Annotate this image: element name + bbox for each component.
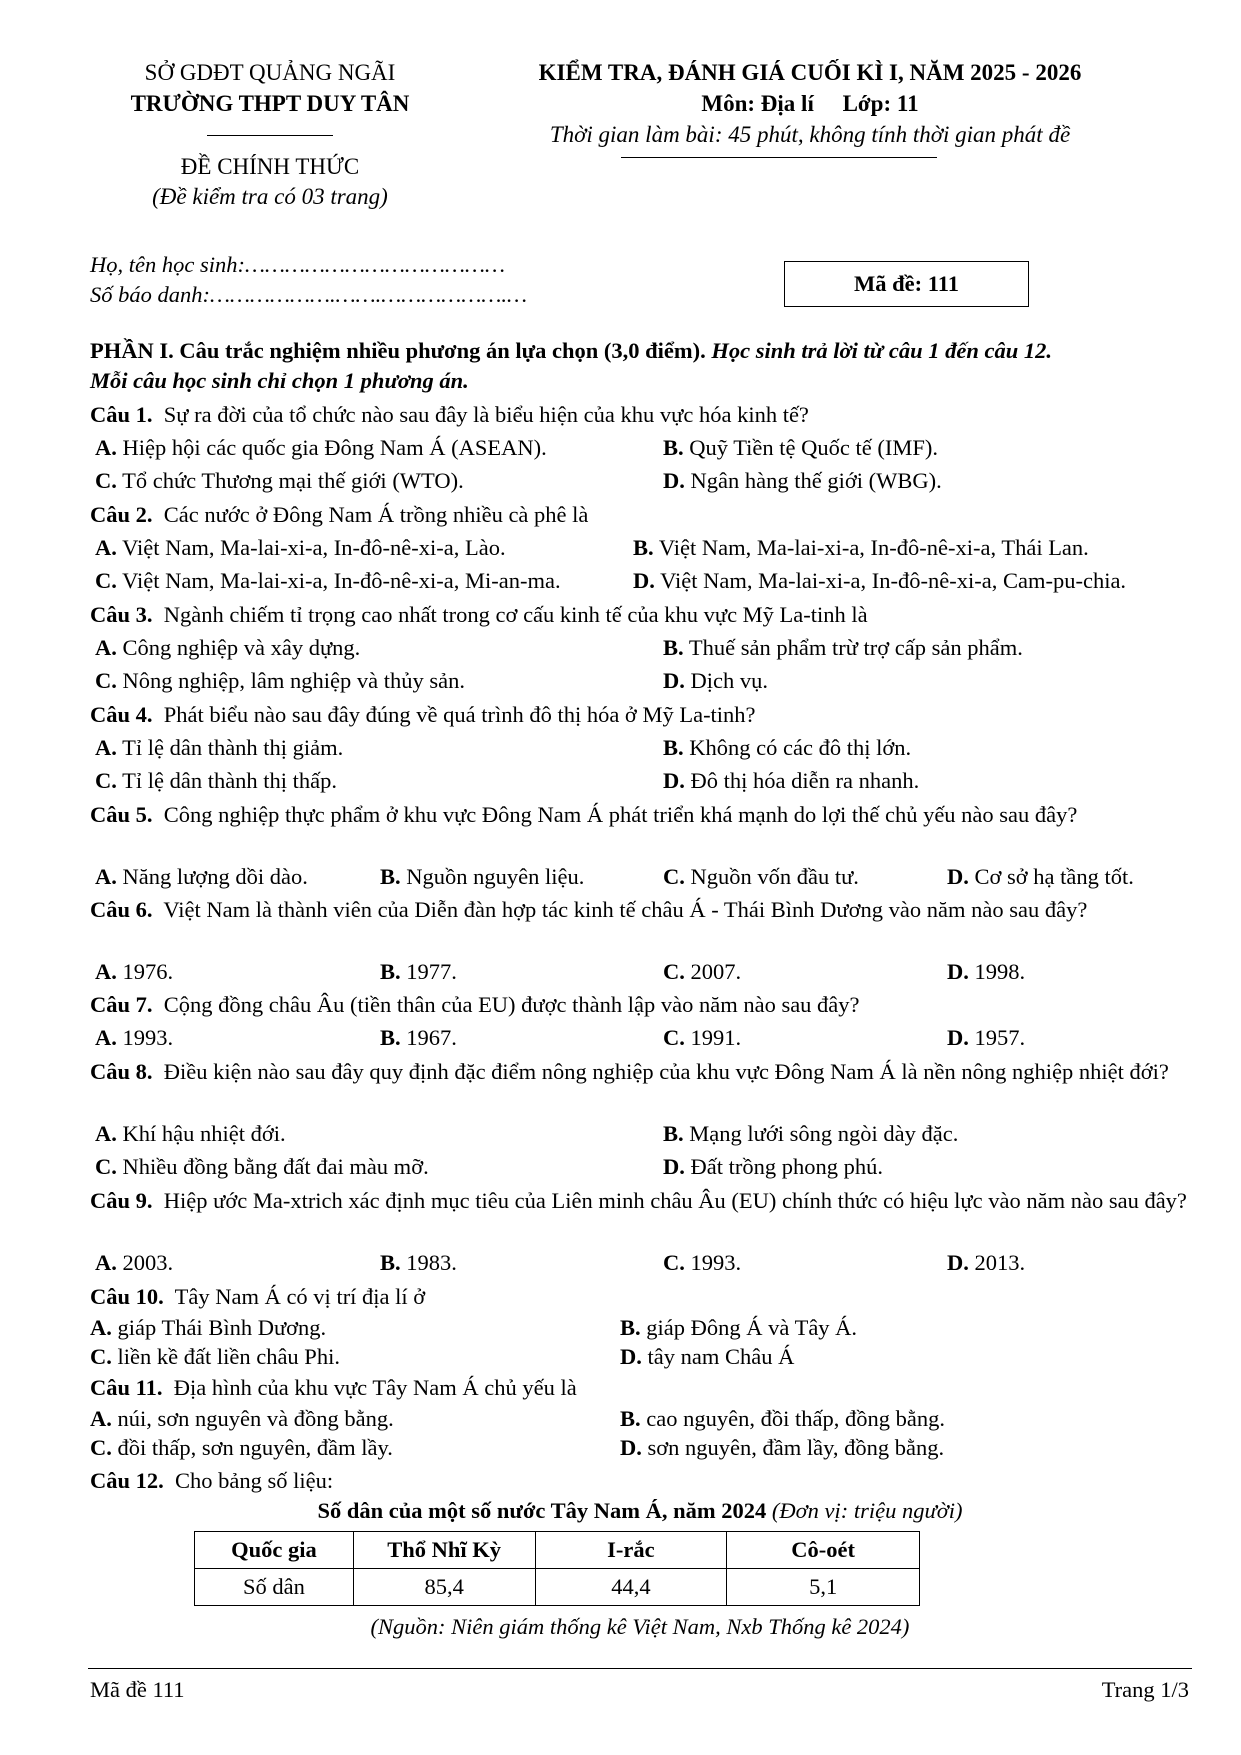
option-key: B. [620,1315,641,1340]
option-key: D. [663,468,685,493]
option-key: D. [663,668,685,693]
title-underline [621,157,937,158]
part1-instruction-2: Mỗi câu học sinh chỉ chọn 1 phương án. [90,368,469,393]
question-text: Địa hình của khu vực Tây Nam Á chủ yếu là [173,1375,577,1400]
exam-title: KIỂM TRA, ĐÁNH GIÁ CUỐI KÌ I, NĂM 2025 - 2026 [538,60,1082,85]
table-source: (Nguồn: Niên giám thống kê Việt Nam, Nxb Thống kê 2024) [370,1614,910,1639]
question-text: Cộng đồng châu Âu (tiền thân của EU) được thành lập vào năm nào sau đây? [163,992,860,1017]
option-key: B. [663,735,684,760]
school-underline [207,135,333,136]
option-key: C. [95,768,117,793]
question-text: Phát biểu nào sau đây đúng về quá trình đô thị hóa ở Mỹ La-tinh? [163,702,756,727]
option-text: 2013. [974,1250,1026,1275]
option-text: 2003. [122,1250,174,1275]
option-text: núi, sơn nguyên và đồng bằng. [117,1406,394,1431]
table-title [90,1496,1190,1525]
answer-option[interactable] [620,1313,857,1342]
table-unit: (Đơn vị: triệu người) [771,1498,963,1523]
table-cell: 85,4 [353,1569,535,1606]
question-text: Hiệp ước Ma-xtrich xác định mục tiêu của Liên minh châu Âu (EU) chính thức có hiệu lực vào năm nào sau đây? [163,1188,1187,1213]
question-label: Câu 1. [90,402,153,427]
option-text: Nguồn nguyên liệu. [406,864,585,889]
footer-exam-code: Mã đề 111 [90,1677,185,1702]
answer-option[interactable] [663,1152,883,1181]
option-key: A. [95,1025,117,1050]
option-key: A. [95,735,117,760]
option-text: 1967. [406,1025,457,1050]
option-text: giáp Thái Bình Dương. [117,1315,327,1340]
answer-option[interactable] [90,1433,393,1462]
table-header-cell: I-rắc [535,1532,727,1569]
table-header-cell: Thổ Nhĩ Kỳ [353,1532,535,1569]
question-1 [90,400,1190,429]
answer-option[interactable] [663,666,768,695]
question-label: Câu 12. [90,1468,164,1493]
answer-option[interactable] [947,1023,1025,1052]
option-text: Cơ sở hạ tầng tốt. [974,864,1134,889]
question-9 [90,1186,1190,1215]
option-key: D. [633,568,655,593]
answer-option[interactable] [663,633,1023,662]
option-text: 1998. [974,959,1026,984]
table-cell: Số dân [195,1569,354,1606]
part1-title: PHẦN I. Câu trắc nghiệm nhiều phương án lựa chọn (3,0 điểm). [90,338,706,363]
table-row [195,1569,920,1606]
option-text: Mạng lưới sông ngòi dày đặc. [689,1121,959,1146]
option-text: Việt Nam, Ma-lai-xi-a, In-đô-nê-xi-a, Thái Lan. [658,535,1089,560]
option-text: Việt Nam, Ma-lai-xi-a, In-đô-nê-xi-a, Mi-an-ma. [122,568,561,593]
answer-option[interactable] [95,1248,173,1277]
answer-option[interactable] [947,862,1134,891]
option-key: C. [663,1025,685,1050]
question-label: Câu 7. [90,992,153,1017]
option-key: D. [663,1154,685,1179]
question-5 [90,800,1190,829]
option-text: Khí hậu nhiệt đới. [122,1121,286,1146]
answer-option[interactable] [380,957,457,986]
option-key: A. [95,1121,117,1146]
option-key: B. [620,1406,641,1431]
answer-option[interactable] [947,957,1025,986]
option-text: Công nghiệp và xây dựng. [122,635,361,660]
option-key: C. [90,1344,112,1369]
answer-option[interactable] [95,957,173,986]
option-key: D. [947,959,969,984]
question-label: Câu 4. [90,702,153,727]
option-key: A. [95,635,117,660]
option-key: A. [95,864,117,889]
answer-option[interactable] [380,1023,457,1052]
table-cell: 5,1 [727,1569,920,1606]
answer-option[interactable] [90,1342,340,1371]
student-id-field: Số báo danh:……………….…….……………….… [90,282,527,307]
option-text: giáp Đông Á và Tây Á. [646,1315,858,1340]
answer-option[interactable] [95,1152,429,1181]
answer-option[interactable] [947,1248,1025,1277]
answer-option[interactable] [380,862,584,891]
question-12 [90,1466,1190,1495]
answer-option[interactable] [663,862,859,891]
table-header-cell: Cô-oét [727,1532,920,1569]
option-key: B. [663,1121,684,1146]
school-name: TRƯỜNG THPT DUY TÂN [130,91,410,116]
class-label: Lớp: 11 [842,91,919,116]
option-key: D. [663,768,685,793]
question-3 [90,600,1190,629]
option-text: cao nguyên, đồi thấp, đồng bằng. [646,1406,945,1431]
part1-instruction-1: Học sinh trả lời từ câu 1 đến câu 12. [711,338,1052,363]
option-text: 2007. [690,959,742,984]
answer-option[interactable] [663,766,919,795]
question-label: Câu 5. [90,802,153,827]
option-text: Đô thị hóa diễn ra nhanh. [690,768,920,793]
question-label: Câu 10. [90,1284,164,1309]
answer-option[interactable] [95,566,561,595]
question-text: Các nước ở Đông Nam Á trồng nhiều cà phê là [163,502,589,527]
answer-option[interactable] [380,1248,457,1277]
table-cell: 44,4 [535,1569,727,1606]
question-text: Công nghiệp thực phẩm ở khu vực Đông Nam Á phát triển khá mạnh do lợi thế chủ yếu nào sau đây? [163,802,1078,827]
student-name-field: Họ, tên học sinh:………………………………… [90,252,506,277]
question-2 [90,500,1190,529]
answer-option[interactable] [95,533,506,562]
question-10 [90,1282,1190,1311]
table-header-cell: Quốc gia [195,1532,354,1569]
question-label: Câu 11. [90,1375,163,1400]
answer-option[interactable] [663,1248,741,1277]
option-text: Dịch vụ. [690,668,768,693]
question-8 [90,1057,1190,1086]
option-key: D. [947,1025,969,1050]
option-key: C. [663,1250,685,1275]
option-key: C. [95,1154,117,1179]
option-text: Ngân hàng thế giới (WBG). [690,468,942,493]
option-key: D. [947,1250,969,1275]
question-label: Câu 6. [90,897,153,922]
option-text: 1983. [406,1250,457,1275]
answer-option[interactable] [95,666,465,695]
question-7 [90,990,1190,1019]
answer-option[interactable] [95,862,308,891]
option-text: Hiệp hội các quốc gia Đông Nam Á (ASEAN). [122,435,547,460]
subject-label: Môn: Địa lí [701,91,814,116]
department-name: SỞ GDĐT QUẢNG NGÃI [144,60,396,85]
answer-option[interactable] [620,1433,944,1462]
answer-option[interactable] [620,1404,945,1433]
option-key: C. [95,468,117,493]
option-key: A. [95,959,117,984]
option-key: B. [663,435,684,460]
option-text: tây nam Châu Á [647,1344,795,1369]
answer-option[interactable] [95,733,343,762]
option-text: Việt Nam, Ma-lai-xi-a, In-đô-nê-xi-a, Cam-pu-chia. [660,568,1127,593]
subject-line [460,89,1160,118]
question-11 [90,1373,1190,1402]
pages-note: (Đề kiểm tra có 03 trang) [152,184,388,209]
question-label: Câu 9. [90,1188,153,1213]
option-key: B. [380,1250,401,1275]
question-text: Sự ra đời của tổ chức nào sau đây là biểu hiện của khu vực hóa kinh tế? [163,402,809,427]
answer-option[interactable] [633,566,1126,595]
answer-option[interactable] [95,433,547,462]
option-key: B. [380,1025,401,1050]
option-text: Việt Nam, Ma-lai-xi-a, In-đô-nê-xi-a, Lào. [122,535,506,560]
question-text: Cho bảng số liệu: [175,1468,334,1493]
option-key: A. [95,535,117,560]
option-key: C. [95,668,117,693]
answer-option[interactable] [90,1404,394,1433]
option-text: Nhiều đồng bằng đất đai màu mỡ. [122,1154,429,1179]
footer-page-number: Trang 1/3 [1101,1677,1189,1702]
option-key: D. [620,1435,642,1460]
option-key: A. [90,1315,112,1340]
answer-option[interactable] [95,466,464,495]
option-text: 1977. [406,959,457,984]
question-text: Điều kiện nào sau đây quy định đặc điểm nông nghiệp của khu vực Đông Nam Á là nền nông nghiệp nhiệt đới? [163,1059,1169,1084]
answer-option[interactable] [663,466,942,495]
answer-option[interactable] [663,433,938,462]
option-key: B. [633,535,654,560]
option-text: Tổ chức Thương mại thế giới (WTO). [122,468,464,493]
question-text: Ngành chiếm tỉ trọng cao nhất trong cơ cấu kinh tế của khu vực Mỹ La-tinh là [163,602,868,627]
answer-option[interactable] [95,766,337,795]
official-label: ĐỀ CHÍNH THỨC [180,154,360,179]
answer-option[interactable] [633,533,1089,562]
answer-option[interactable] [663,1119,958,1148]
option-key: A. [90,1406,112,1431]
option-key: B. [380,959,401,984]
table-title-text: Số dân của một số nước Tây Nam Á, năm 2024 [317,1498,767,1523]
answer-option[interactable] [663,1023,741,1052]
question-4 [90,700,1190,729]
question-text: Tây Nam Á có vị trí địa lí ở [174,1284,426,1309]
answer-option[interactable] [90,1313,326,1342]
option-text: 1991. [690,1025,742,1050]
option-key: D. [947,864,969,889]
part1-heading [90,336,1190,365]
option-text: Nguồn vốn đầu tư. [690,864,859,889]
time-note: Thời gian làm bài: 45 phút, không tính thời gian phát đề [549,122,1071,147]
population-table [194,1531,920,1606]
answer-option[interactable] [95,1119,286,1148]
option-key: C. [663,959,685,984]
option-text: Đất trồng phong phú. [690,1154,883,1179]
answer-option[interactable] [620,1342,794,1371]
answer-option[interactable] [663,733,911,762]
option-key: C. [95,568,117,593]
option-text: Tỉ lệ dân thành thị giảm. [122,735,344,760]
option-text: Nông nghiệp, lâm nghiệp và thủy sản. [122,668,465,693]
option-text: Quỹ Tiền tệ Quốc tế (IMF). [689,435,939,460]
option-key: A. [95,1250,117,1275]
option-text: 1976. [122,959,174,984]
answer-option[interactable] [95,633,360,662]
option-key: C. [663,864,685,889]
table-header-row [195,1532,920,1569]
answer-option[interactable] [95,1023,173,1052]
option-key: D. [620,1344,642,1369]
question-label: Câu 2. [90,502,153,527]
option-text: 1993. [122,1025,174,1050]
option-text: Không có các đô thị lớn. [689,735,912,760]
option-text: 1993. [690,1250,742,1275]
option-text: sơn nguyên, đầm lầy, đồng bằng. [647,1435,945,1460]
option-text: Năng lượng dồi dào. [122,864,308,889]
question-label: Câu 8. [90,1059,153,1084]
option-key: A. [95,435,117,460]
option-key: C. [90,1435,112,1460]
option-text: 1957. [974,1025,1026,1050]
option-key: B. [380,864,401,889]
exam-code-box: Mã đề: 111 [784,261,1029,307]
footer-rule [88,1668,1192,1669]
answer-option[interactable] [663,957,741,986]
question-6 [90,895,1190,924]
option-text: liền kề đất liền châu Phi. [117,1344,340,1369]
option-text: đồi thấp, sơn nguyên, đầm lầy. [117,1435,393,1460]
option-key: B. [663,635,684,660]
question-text: Việt Nam là thành viên của Diễn đàn hợp tác kinh tế châu Á - Thái Bình Dương vào năm nào sau đây? [163,897,1088,922]
question-label: Câu 3. [90,602,153,627]
option-text: Thuế sản phẩm trừ trợ cấp sản phẩm. [688,635,1023,660]
option-text: Tỉ lệ dân thành thị thấp. [122,768,338,793]
